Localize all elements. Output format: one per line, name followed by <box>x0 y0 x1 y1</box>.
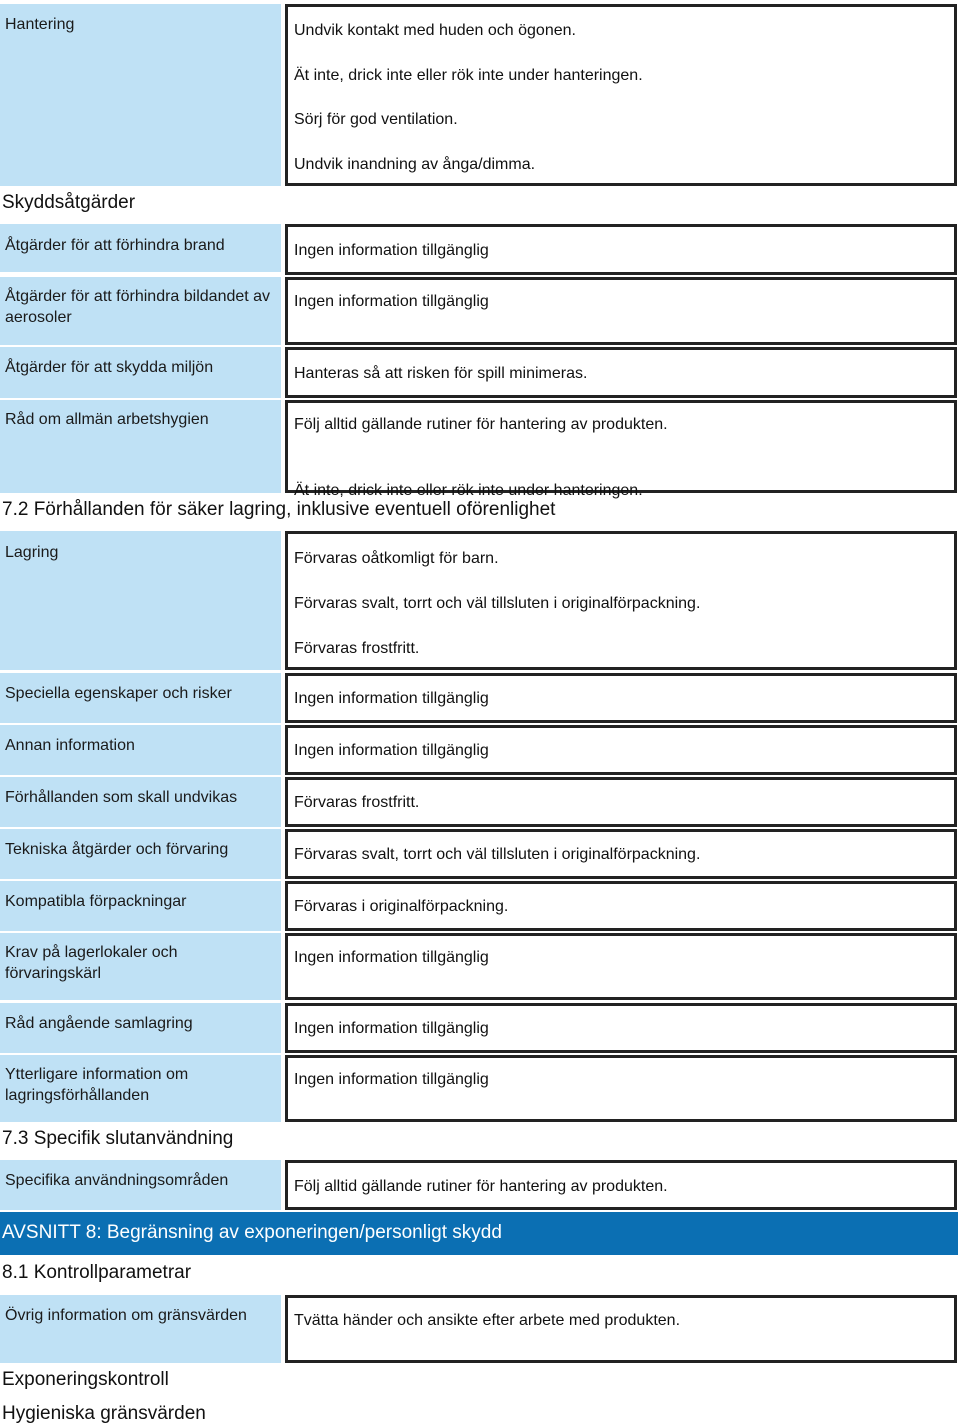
row-label-additional-storage-info: Ytterligare information om lagringsförhållanden <box>0 1055 281 1122</box>
value-line: Ingen information tillgänglig <box>294 242 489 259</box>
value-line: Förvaras svalt, torrt och väl tillsluten i originalförpackning. <box>294 595 701 612</box>
row-value-other-info <box>285 725 957 775</box>
row-value-technical-measures <box>285 829 957 879</box>
row-value-environment <box>285 347 957 398</box>
heading-section-8-1: 8.1 Kontrollparametrar <box>2 1262 192 1283</box>
value-line: Tvätta händer och ansikte efter arbete med produkten. <box>294 1312 681 1329</box>
row-label-conditions-avoid: Förhållanden som skall undvikas <box>0 777 281 827</box>
value-line: Förvaras frostfritt. <box>294 640 420 657</box>
row-value-limit-values-info <box>285 1295 957 1363</box>
value-line: Förvaras svalt, torrt och väl tillsluten i originalförpackning. <box>294 846 701 863</box>
value-line: Undvik kontakt med huden och ögonen. <box>294 22 576 39</box>
value-line: Förvaras i originalförpackning. <box>294 898 509 915</box>
heading-hygienic-limit-values: Hygieniska gränsvärden <box>2 1403 206 1424</box>
heading-section-7-3: 7.3 Specifik slutanvändning <box>2 1128 234 1149</box>
value-line: Ingen information tillgänglig <box>294 690 489 707</box>
row-value-additional-storage-info <box>285 1055 957 1122</box>
row-label-storage-requirements: Krav på lagerlokaler och förvaringskärl <box>0 933 281 1000</box>
heading-exposure-control: Exponeringskontroll <box>2 1369 169 1390</box>
value-line: Hanteras så att risken för spill minimeras. <box>294 365 588 382</box>
value-line: Ingen information tillgänglig <box>294 1020 489 1037</box>
row-label-handling: Hantering <box>0 4 281 186</box>
row-label-compatible-packaging: Kompatibla förpackningar <box>0 881 281 931</box>
row-value-specific-uses <box>285 1160 957 1210</box>
row-label-hygiene: Råd om allmän arbetshygien <box>0 400 281 493</box>
row-label-fire: Åtgärder för att förhindra brand <box>0 224 281 272</box>
row-label-limit-values-info: Övrig information om gränsvärden <box>0 1295 281 1363</box>
row-label-special-properties: Speciella egenskaper och risker <box>0 673 281 723</box>
value-line: Förvaras frostfritt. <box>294 794 420 811</box>
heading-protective-measures: Skyddsåtgärder <box>2 192 136 213</box>
value-line: Ingen information tillgänglig <box>294 293 489 310</box>
heading-section-7-2: 7.2 Förhållanden för säker lagring, inklusive eventuell oförenlighet <box>2 499 556 520</box>
row-value-storage <box>285 531 957 670</box>
value-line: Undvik inandning av ånga/dimma. <box>294 156 536 173</box>
row-value-fire <box>285 224 957 275</box>
row-value-co-storage <box>285 1003 957 1053</box>
row-value-storage-requirements <box>285 933 957 1000</box>
row-label-storage: Lagring <box>0 531 281 670</box>
value-line: Förvaras oåtkomligt för barn. <box>294 550 499 567</box>
value-line: Följ alltid gällande rutiner för hantering av produkten. <box>294 416 668 433</box>
row-label-specific-uses: Specifika användningsområden <box>0 1160 281 1210</box>
row-value-aerosol <box>285 277 957 345</box>
row-label-environment: Åtgärder för att skydda miljön <box>0 347 281 398</box>
value-line: Ingen information tillgänglig <box>294 742 489 759</box>
row-label-technical-measures: Tekniska åtgärder och förvaring <box>0 829 281 879</box>
row-value-compatible-packaging <box>285 881 957 931</box>
value-line: Ingen information tillgänglig <box>294 1071 489 1088</box>
row-value-special-properties <box>285 673 957 723</box>
value-line: Ät inte, drick inte eller rök inte under hanteringen. <box>294 482 643 499</box>
section-8-title-bar: AVSNITT 8: Begränsning av exponeringen/personligt skydd <box>0 1212 958 1255</box>
value-line: Sörj för god ventilation. <box>294 111 458 128</box>
row-value-handling <box>285 4 957 186</box>
row-label-other-info: Annan information <box>0 725 281 775</box>
row-value-conditions-avoid <box>285 777 957 827</box>
row-value-hygiene <box>285 400 957 499</box>
row-label-co-storage: Råd angående samlagring <box>0 1003 281 1053</box>
value-line: Ingen information tillgänglig <box>294 949 489 966</box>
value-line: Följ alltid gällande rutiner för hantering av produkten. <box>294 1178 668 1195</box>
row-label-aerosol: Åtgärder för att förhindra bildandet av aerosoler <box>0 277 281 345</box>
value-line: Ät inte, drick inte eller rök inte under hanteringen. <box>294 67 643 84</box>
